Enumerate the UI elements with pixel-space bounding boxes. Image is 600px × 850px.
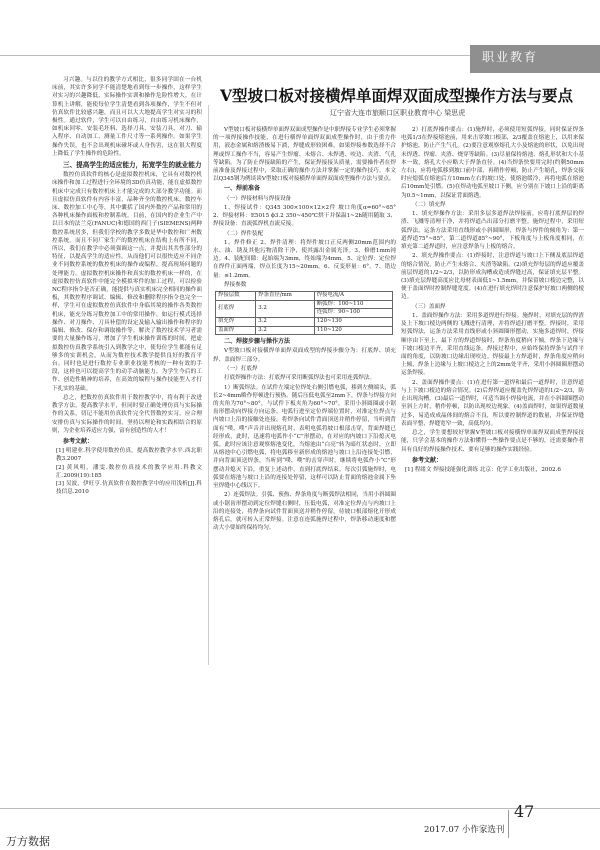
reference-item: [1] 明建业.科学使用数控仿真，提高数控教学水平.西北职教3.2007 [56,448,202,463]
references-title: 参考文献： [412,456,443,464]
table-title: 焊接参数 [224,282,247,289]
subsection-heading: （一）焊接材料与焊接设备 [224,195,292,202]
table-cell: 120~130 [314,318,392,327]
reference-item: [3] 吴波，伊旺亨.仿真软件在数控教学中的应用浅析[J].科技信息.2010 [56,480,202,496]
source-watermark: 万方数据 [6,835,50,848]
paragraph: V型坡口板对接横焊单面焊双面成型操作是中职焊接专业学生必须掌握的一项焊接操作技能，在进行横焊单面焊双面成型操作时，由于重力作用，液态金属和熔渣极易下淌，焊缝成形较困难，如果焊接参数选择不合理或焊工操作不当，容易产生焊瘤、未熔合、未焊透、咬边、夹渣、气孔等缺陷。为了防止焊接缺陷的产生，保证焊接接头质量，需要操作者在焊前准备及焊接过程中，采取正确的操作方法并掌握一定的操作技巧。本文以Q345钢为例谈谈V型坡口板对接横焊单面焊双面成型操作方法与要点。 [213,127,396,183]
paragraph: 打底焊操作方法：打底焊可采用断弧焊法也可采用连弧焊法。 [224,375,376,382]
table-cell: 110~120 [314,326,392,335]
paragraph: V型坡口板对接横焊单面焊双面成型的焊接步骤分为：打底焊、填充焊、盖面焊三部分。 [213,348,396,363]
paragraph: 2）连弧焊法。引弧、预热、焊条角度与断弧焊法相同，当用小斜圆圈或小锯齿形摆动到定位焊缝右侧时，压低电弧，对准定位焊点与内坡口上沿的连接处，将焊条向试件背面顶送并稍作停留，待坡口根部熔化开形成熔孔后，就可转入正常焊接。注意在连弧施焊过程中，焊条移动速度和摆动大小要始终保持均匀。 [213,492,396,532]
table-row [216,326,393,335]
table-cell: 填充焊 [216,318,256,327]
table-cell: 打底焊 [216,300,256,317]
section-heading: 一、焊前准备 [224,185,261,193]
column-divider [208,105,209,665]
paragraph: 2、填充焊操作要点：(1)焊接时，注意焊道与坡口上下侧及底层焊道的熔合情况，防止产生未熔合、夹渣等缺陷。(2)填充焊每层的焊道应覆盖前层焊道的1/2~2/3，以防形成沟槽或造成焊缝过高，保证填充层平整。(3)填充层焊缝高度应比母材表面低1~1.5mm，并保留坡口棱边完整，以便于盖面焊时控制焊缝宽度。(4)在进行填充焊时注意保护好坡口两侧的棱边。 [401,253,584,301]
article-byline: 辽宁省大连市旅顺口区职业教育中心 梁思虎 [330,109,466,117]
table-cell: 3.2 [256,300,314,317]
page-number: 47 [514,802,535,821]
subsection-heading: （二）填充焊 [412,202,446,209]
paragraph: 总之，学生要想较好掌握V型坡口板对接横焊单面焊双面成型焊接技能，只学会基本的操作方法和懂得一些操作要点是不够的，还需要操作者具有良好的焊接操作技术、要有足够的操作实践经验。 [401,430,584,453]
reference-item: [2] 黄风明，潘雯.数控仿真技术的教学应用.科教文汇.2009(19):185 [56,464,202,479]
paragraph: 1、焊件修正 2、焊件清理：将焊件坡口正反两侧20mm范围内的水、油、锈及其他污物清除干净，使其露出金属光泽。3、修磨1mm钝边。4、装配间隙：起始端为3mm，终始端为4mm。5、定位焊：定位焊在焊件正面两端，焊点长度为15~20mm。6、反变形量：6°。7、错边量：≤1.2mm。 [213,239,396,279]
table-cell: 断弧焊：100~110 [314,300,392,309]
subsection-heading: （二）焊件装配 [224,230,264,237]
subsection-heading: （一）打底焊 [224,366,258,372]
table-header-cell: 焊接层数 [216,292,256,301]
table-header-cell: 焊接电流/A [314,292,392,301]
references-title: 参考文献： [63,437,94,445]
section-heading: 三、提高学生的适应能力，拓宽学生的就业能力 [63,161,202,170]
right-column [401,126,584,756]
middle-column [213,126,396,756]
paragraph: 1、填充焊操作方法：采用多层多道焊法焊接前，应将打底焊层的焊渣、飞溅等清理干净，并将焊道凸出部分打磨平整。施焊过程中，采用短弧焊法，运条方法采用直线形或小斜圆圈形，焊条与焊件的倾角为：第一道焊道75°~85°，第二道焊道85°~90°，下板角度与上板角度相同，在填充第二道焊道时，应注意焊条与上板的熔合。 [401,211,584,251]
paragraph: 总之，把数控仿真软件用于数控教学中，将有利于改进教学方法，提高教学水平，但同时要正确处理仿真与实际操作的关系，切记不能用仿真软件完全代替数控实习，应合理安排仿真与实际操作的时间，坚持以理论和实践相结合的原则，为企业培养适应力强，富有创造性的人才！ [52,394,202,434]
paragraph: 数控仿真软件的核心是虚拟数控机床，它具有对数控机床操作和加工过程进行全环境的3D仿真功能，能在虚拟数控机床中完成只有数控机床上才能完成的大部分教学功能。而且虚拟仿真软件有内容丰富，品种齐全的数控机床，数控车床、数控加工中心等，其中囊括了国内外数控产品和常用的各种机床操作面板和控制系统。目前，在国内的企业生产中以日本的法兰克(FANUC)和德国的西门子(SIEMENS)两种数控系统居多，但我们学校的教学多数是华中数控和广州数控系统。而且不同厂家生产的数控机床在结构上有所不同，所以，我们在教学中必须强调这一点，并提出其共性部分的特征，以提高学生的适应性。从而他们可以很快适应不同企业不同数控系统的数控机床的操作或编程，提高现场问题的处理能力。虚拟数控机床操作和真实的数控机床一样的，在虚拟数控仿真软件中能完全模拟零件的加工过程，可以检验NC程序指令是否正确，能提供与真实机床完全相同的操作面板，其数控程序调试、编辑、修改和删除程序指令也完全一样，学生可在虚拟数控仿真软件中身临其境的操作各类数控机床，能充分练习数控加工中的常用操作，如运行模式选择操作、对刀操作、刀具补偿的设定及输入输出操作和程序的编辑、修改、保存和调取操作等。解决了数控技术学习者需要的大量操作练习，增加了学生机床操作训练的时间，把虚拟数控仿真教学系统引入到教学之中，使每位学生都能有足够多的实训机会，从而为数控技术教学提供良好的教育平台。同时也是进行数控专业职业技能考核的一种有效的手段，这样也可以提高学生的动手动脑能力，为学生今后的工作、创造性精神的培养，在高效的编程与操作技能型人才打下扎实的基础。 [52,172,202,392]
issue-label: 2017.07 小作家选刊 [424,825,505,835]
table-cell: 连弧焊：90~100 [314,309,392,318]
footer-divider [508,810,509,838]
table-header-cell: 焊条直径/mm [256,292,314,301]
table-header-row [216,292,393,301]
welding-parameters-table [215,291,393,335]
table-cell: 3.2 [256,318,314,327]
paragraph: 2）打底焊操作要点：(1)施焊时，必须使用短弧焊接，同时保证焊条电弧1/3在焊接熔池前，用来击穿坡口根部，2/3覆盖在熔池上，以用来保护熔池，防止产生气孔。(2)要注意观察熔孔大小及熔池的形状，以免出现未焊透、焊瘤、夹渣、烧穿等缺陷。(3)尽量保持熔池、熔孔形状和大小基本一致，熔孔大小应略大于焊条直径。(4)当焊条快要用完时(约剩50mm左右)，应将电弧移到坡口前中部，再稍作停顿，防止产生缩孔，焊条交接时应熄弧在熔池后方10mm左右的坡口处，使熔池缓冷，再将电弧在熔池后10mm处引燃。(5)在焊动电弧至坡口下侧，应分别在下坡口上沿的距离为0.5~1mm，以保证背面熔透。 [401,127,584,199]
table-cell: 盖面焊 [216,326,256,335]
paragraph: 1、盖面焊操作方法：采用多道焊进行焊接。施焊时，对填充层的焊渣及上下坡口棱边两侧的飞溅进行清理，并将焊道打磨平整。焊接时，采用短弧焊法，运条方法采用直线形或小斜圆圈形摆动，实施多道焊时，焊接顺序由下至上，最下方的焊道焊接时，焊条角度稍向下倾，焊条下边缘与下坡口棱边平齐，采用直线运条。焊接过程中，应始终保持焊条与试件平面的角度，以防坡口边缘出现咬边。焊接最上方焊道时，焊条角度应稍向上倾，焊条上边缘与上坡口棱边之上的2mm处平齐，采用小斜圆圈形摆动运条焊接。 [401,313,584,377]
paragraph: 1）断弧焊法。在试件左端定位焊处右侧引燃电弧，移到左侧端头，弧长2~4mm略作停顿进行预热。随后压低电弧至2mm下，焊条与焊接方向的夹角为70°~80°，与试件下板夹角为60°~70°，采用小斜圆圈或小锯齿形摆动向焊接方向运条。电弧行进至定位焊端位置时，对准定位焊点与内坡口上沿的接触处连接，将焊条向试件背面顶送并稍作停留，当听到背面有“噗、噗”声音并出现熔孔时，表明电弧将坡口根部击穿，背面焊缝已经形成，此时，迅速将电弧作小“C”形摆动，在对应的内坡口下沿熄灭电弧。此时应该注意观察熔池变化，当熔池由“白亮”转为暗红状态时，立即从熔池中心引燃电弧，将电弧移至新形成的熔池与坡口上沿连接处引燃，并向背面顶送焊条，当听到“噗、噗”的击穿声时，继续将电弧作小“C”形摆动并熄灭下沿，重复上述动作，直到打底焊结束。每次引弧施焊时，电弧要在熔池与坡口上沿的连接处停留，这样可以防止背面的熔池金属下坠至焊缝中心线以下。 [213,384,396,490]
left-column [52,76,202,676]
footer-rule [0,808,600,809]
table-row [216,300,393,309]
subsection-heading: （三）盖面焊 [412,303,446,310]
paragraph: 2、盖面焊操作要点：(1)在进行第一道焊和最后一道焊时，注意焊道与上下坡口棱边的熔合情况。(2)后焊焊道应覆盖先焊焊道的1/2~2/3，防止出现沟槽。(3)最后一道焊时，可适当调小焊接电流，并在小斜圆圈摆动至斜上方时，稍作停顿，以防出现咬边现象。(4)盖面焊时，如果焊道数量过多，易造成成晶体间的熔合不良，所以要控制焊道的数量，并保证焊缝表面平整，焊缝宽窄一致，高低均匀。 [401,379,584,427]
reference-item: [1] 程绪文 焊接技能强化训练 北京：化学工业出版社，2002.6 [405,467,561,474]
section-label: 职业教育 [482,50,539,64]
table-cell: 3.2 [256,326,314,335]
table-row [216,318,393,327]
article-title: V型坡口板对接横焊单面焊双面成型操作方法与要点 [220,86,574,105]
section-heading: 二、焊接步骤与操作方法 [224,338,291,346]
paragraph: 习兴趣。与以往的教学方式相比，很多同学固在一台机床前，其实许多同学不能清楚地看到每一步操作，这样学生对实习的兴趣降低，实际操作实训和操作危险性增大。在计算机上讲解，能使每位学生清楚看到各项操作，学生不但对仿真软件比较感兴趣，而且可以大大地提高学生对实习的积极性。通过软件，学生可以自由练习，自由练习机床操作，如机床回零、安装毛坯料、选择刀具、安装刀具、对刀、输入程序、自动加工、测量工件尺寸等一系列操作。如果学生操作失误，也不会出现机床碰坏或人身伤害，这在很大程度上降低了学生操作的危险性。 [52,77,202,157]
paragraph: 1、焊接试件：Q345 300×100×12×2件 坡口角度α=60°~65° 2、焊接材料：E5015 ϕ3.2 350~450℃烘干并保温1~2h随用随取 3、焊接设备：直流弧焊机直流反接。 [213,204,396,228]
